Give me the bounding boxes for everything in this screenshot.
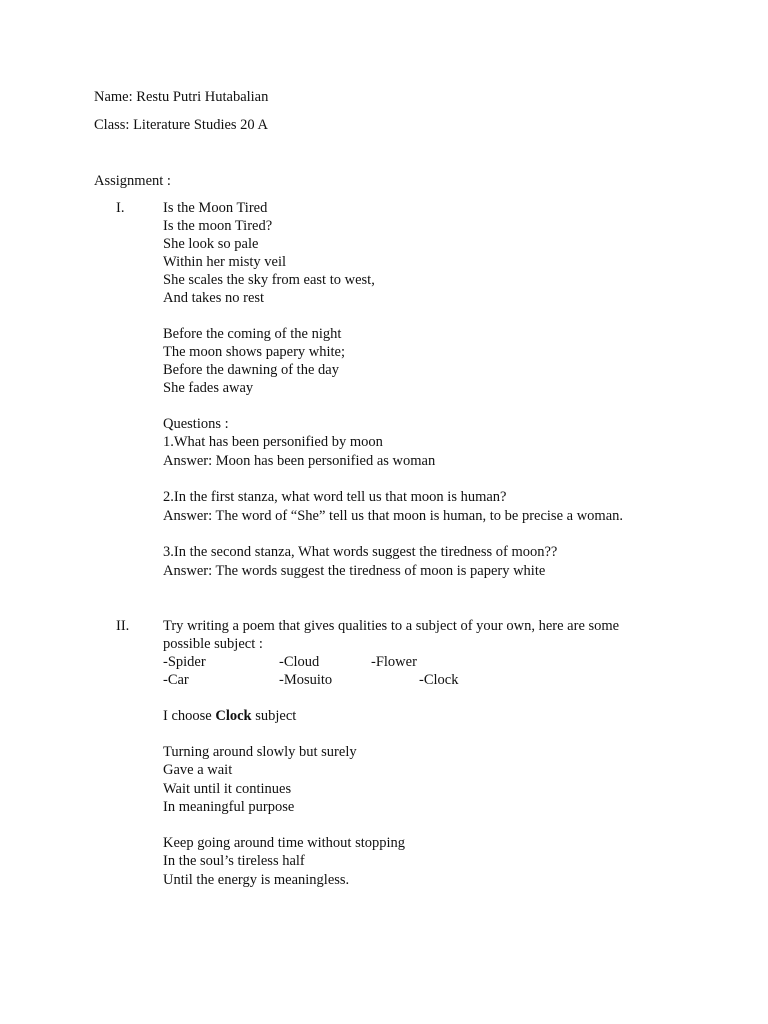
chosen-subject: Clock: [215, 708, 252, 724]
poem-line: She look so pale: [163, 236, 259, 252]
class-line: Class: Literature Studies 20 A: [94, 117, 268, 133]
poem-line: Turning around slowly but surely: [163, 744, 357, 760]
choose-suffix: subject: [251, 708, 297, 724]
choose-line: [163, 707, 296, 725]
question-text: 3.In the second stanza, What words suggest the tiredness of moon??: [163, 544, 558, 560]
poem-line: Keep going around time without stopping: [163, 835, 406, 851]
name-line: Name: Restu Putri Hutabalian: [94, 89, 269, 105]
poem-line: Within her misty veil: [163, 254, 287, 270]
poem-line: In meaningful purpose: [163, 799, 295, 815]
answer-text: Answer: Moon has been personified as woman: [163, 453, 436, 469]
poem-line: Before the coming of the night: [163, 326, 342, 342]
instruction-line: possible subject :: [163, 636, 263, 652]
poem-title: Is the Moon Tired: [163, 200, 268, 216]
question-text: 1.What has been personified by moon: [163, 434, 383, 450]
section-numeral-1: I.: [116, 200, 125, 216]
assignment-label: Assignment :: [94, 173, 171, 189]
poem-line: She scales the sky from east to west,: [163, 272, 375, 288]
poem-line: Until the energy is meaningless.: [163, 872, 350, 888]
poem-line: In the soul’s tireless half: [163, 853, 305, 869]
subject-option: -Mosuito: [279, 672, 333, 688]
subject-option: -Clock: [419, 672, 459, 688]
subject-option: -Car: [163, 672, 189, 688]
section-numeral-2: II.: [116, 618, 130, 634]
answer-text: Answer: The word of “She” tell us that moon is human, to be precise a woman.: [163, 508, 623, 524]
poem-line: Is the moon Tired?: [163, 218, 273, 234]
choose-prefix: I choose: [163, 708, 216, 724]
subject-option: -Flower: [371, 654, 417, 670]
poem-line: Gave a wait: [163, 762, 233, 778]
answer-text: Answer: The words suggest the tiredness of moon is papery white: [163, 563, 546, 579]
poem-line: Before the dawning of the day: [163, 362, 339, 378]
poem-line: And takes no rest: [163, 290, 265, 306]
poem-line: Wait until it continues: [163, 781, 292, 797]
question-text: 2.In the first stanza, what word tell us that moon is human?: [163, 489, 507, 505]
subject-option: -Spider: [163, 654, 206, 670]
poem-line: She fades away: [163, 380, 254, 396]
subject-option: -Cloud: [279, 654, 320, 670]
questions-label: Questions :: [163, 416, 229, 432]
instruction-line: Try writing a poem that gives qualities to a subject of your own, here are some: [163, 618, 620, 634]
poem-line: The moon shows papery white;: [163, 344, 346, 360]
